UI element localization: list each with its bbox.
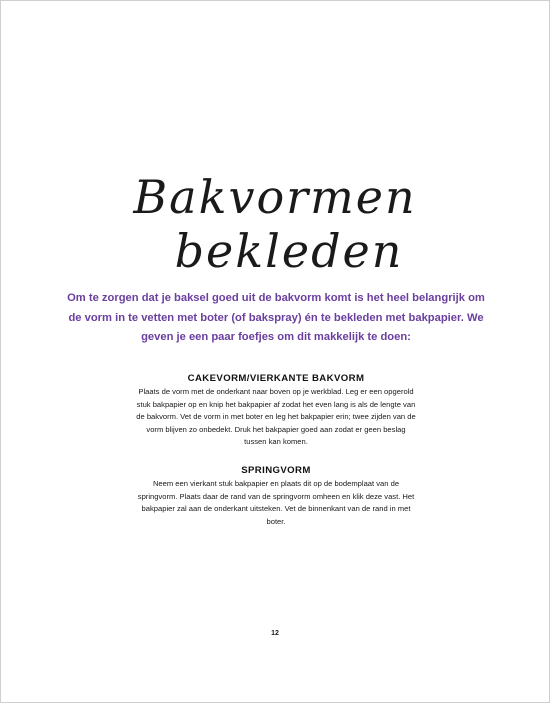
section-heading: CAKEVORM/VIERKANTE BAKVORM (187, 373, 365, 384)
section-body: Plaats de vorm met de onderkant naar boven op je werkblad. Leg er een opgerold stuk bakpapier op en knip het bakpapier af zodat het even lang is als de lengte van de bakvorm. Vet de vorm in met boter en leg het bakpapier erin; twee zijden van de vorm blijven zo onbedekt. Druk het bakpapier goed aan zodat er geen beslag tussen kan komen. (136, 387, 416, 447)
page-number: 12 (271, 630, 279, 637)
section-cakevorm (136, 373, 416, 449)
page-title-line-1: Bakvormen (133, 170, 417, 224)
intro-paragraph: Om te zorgen dat je baksel goed uit de bakvorm komt is het heel belangrijk om de vorm in te vetten met boter (of bakspray) én te bekleden met bakpapier. We geven je een paar foefjes om dit makkelijk te doen: (67, 292, 485, 343)
section-springvorm (136, 465, 416, 528)
page-title-line-2: bekleden (174, 224, 404, 278)
section-heading: SPRINGVORM (241, 465, 311, 476)
section-body: Neem een vierkant stuk bakpapier en plaats dit op de bodemplaat van de springvorm. Plaats daar de rand van de springvorm omheen en klik deze vast. Het bakpapier zal aan de onderkant uitsteken. Vet de binnenkant van de rand in met boter. (137, 479, 415, 526)
